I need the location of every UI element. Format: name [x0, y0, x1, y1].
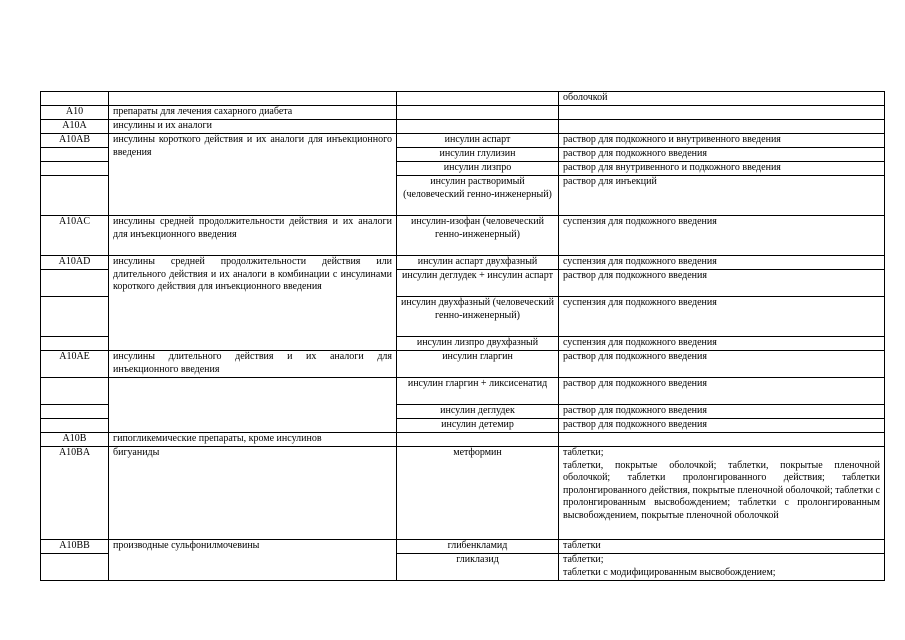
atc-code-cell — [41, 337, 109, 351]
dosage-form-cell: раствор для подкожного и внутривенного введения — [559, 134, 885, 148]
atc-code-cell: A10 — [41, 106, 109, 120]
table-row — [41, 447, 885, 540]
drug-name-cell: инсулин гларгин + ликсисенатид — [397, 378, 559, 405]
dosage-form-cell: раствор для подкожного введения — [559, 148, 885, 162]
atc-code-cell — [41, 148, 109, 162]
atc-code-cell — [41, 297, 109, 337]
drug-name-cell: глибенкламид — [397, 540, 559, 554]
atc-code-cell — [41, 405, 109, 419]
drug-name-cell: гликлазид — [397, 554, 559, 581]
dosage-form-cell — [559, 433, 885, 447]
dosage-form-cell: суспензия для подкожного введения — [559, 337, 885, 351]
table-row — [41, 433, 885, 447]
dosage-form-cell: раствор для подкожного введения — [559, 405, 885, 419]
group-name-cell — [109, 378, 397, 433]
table-row — [41, 134, 885, 148]
group-name-cell: инсулины средней продолжительности действия или длительного действия и их аналоги в комбинации с инсулинами короткого действия для инъекционного введения — [109, 256, 397, 351]
group-name-cell: инсулины средней продолжительности действия и их аналоги для инъекционного введения — [109, 216, 397, 256]
dosage-form-cell: раствор для внутривенного и подкожного введения — [559, 162, 885, 176]
atc-code-cell — [41, 162, 109, 176]
dosage-form-cell: раствор для подкожного введения — [559, 270, 885, 297]
dosage-form-cell: раствор для инъекций — [559, 176, 885, 216]
table-row — [41, 540, 885, 554]
drug-name-cell: инсулин аспарт — [397, 134, 559, 148]
table-row — [41, 106, 885, 120]
group-name-cell: инсулины короткого действия и их аналоги для инъекционного введения — [109, 134, 397, 216]
table-row — [41, 378, 885, 405]
atc-code-cell: A10BB — [41, 540, 109, 554]
dosage-form-cell: суспензия для подкожного введения — [559, 256, 885, 270]
drug-name-cell: метформин — [397, 447, 559, 540]
drug-name-cell — [397, 106, 559, 120]
dosage-form-cell: таблетки; таблетки с модифицированным высвобождением; — [559, 554, 885, 581]
dosage-form-cell: таблетки; таблетки, покрытые оболочкой; таблетки, покрытые пленочной оболочкой; таблетки пролонгированного действия; таблетки пролонгированного действия, покрытые пленочной оболочкой; таблетки с пролонгированным высвобождением; таблетки с пролонгированным высвобождением, покрытые пленочной оболочкой — [559, 447, 885, 540]
atc-code-cell: A10BA — [41, 447, 109, 540]
dosage-form-cell: суспензия для подкожного введения — [559, 216, 885, 256]
dosage-form-cell — [559, 106, 885, 120]
table-row — [41, 92, 885, 106]
drug-name-cell: инсулин детемир — [397, 419, 559, 433]
group-name-cell — [109, 92, 397, 106]
atc-code-cell — [41, 92, 109, 106]
drug-name-cell: инсулин глулизин — [397, 148, 559, 162]
atc-code-cell: A10AD — [41, 256, 109, 270]
dosage-form-cell: раствор для подкожного введения — [559, 378, 885, 405]
atc-code-cell — [41, 419, 109, 433]
document-page — [40, 91, 884, 581]
drug-name-cell: инсулин двухфазный (человеческий генно-инженерный) — [397, 297, 559, 337]
dosage-form-cell: раствор для подкожного введения — [559, 419, 885, 433]
table-row — [41, 120, 885, 134]
atc-code-cell: A10AB — [41, 134, 109, 148]
dosage-form-cell: оболочкой — [559, 92, 885, 106]
dosage-form-cell — [559, 120, 885, 134]
dosage-form-cell: таблетки — [559, 540, 885, 554]
group-name-cell: производные сульфонилмочевины — [109, 540, 397, 581]
table-row — [41, 216, 885, 256]
drug-name-cell: инсулин аспарт двухфазный — [397, 256, 559, 270]
group-name-cell: инсулины длительного действия и их аналоги для инъекционного введения — [109, 351, 397, 378]
drug-name-cell: инсулин гларгин — [397, 351, 559, 378]
table-row — [41, 351, 885, 378]
drug-name-cell: инсулин-изофан (человеческий генно-инженерный) — [397, 216, 559, 256]
drug-name-cell: инсулин деглудек — [397, 405, 559, 419]
group-name-cell: препараты для лечения сахарного диабета — [109, 106, 397, 120]
group-name-cell: инсулины и их аналоги — [109, 120, 397, 134]
drug-classification-table — [40, 91, 885, 581]
drug-name-cell — [397, 120, 559, 134]
group-name-cell: гипогликемические препараты, кроме инсулинов — [109, 433, 397, 447]
dosage-form-cell: раствор для подкожного введения — [559, 351, 885, 378]
drug-name-cell: инсулин деглудек + инсулин аспарт — [397, 270, 559, 297]
atc-code-cell — [41, 554, 109, 581]
atc-code-cell — [41, 378, 109, 405]
atc-code-cell: A10A — [41, 120, 109, 134]
drug-name-cell — [397, 433, 559, 447]
atc-code-cell — [41, 270, 109, 297]
drug-name-cell: инсулин лизпро — [397, 162, 559, 176]
atc-code-cell — [41, 176, 109, 216]
drug-name-cell: инсулин лизпро двухфазный — [397, 337, 559, 351]
drug-name-cell — [397, 92, 559, 106]
atc-code-cell: A10B — [41, 433, 109, 447]
table-row — [41, 256, 885, 270]
atc-code-cell: A10AC — [41, 216, 109, 256]
dosage-form-cell: суспензия для подкожного введения — [559, 297, 885, 337]
group-name-cell: бигуаниды — [109, 447, 397, 540]
drug-name-cell: инсулин растворимый (человеческий генно-инженерный) — [397, 176, 559, 216]
atc-code-cell: A10AE — [41, 351, 109, 378]
